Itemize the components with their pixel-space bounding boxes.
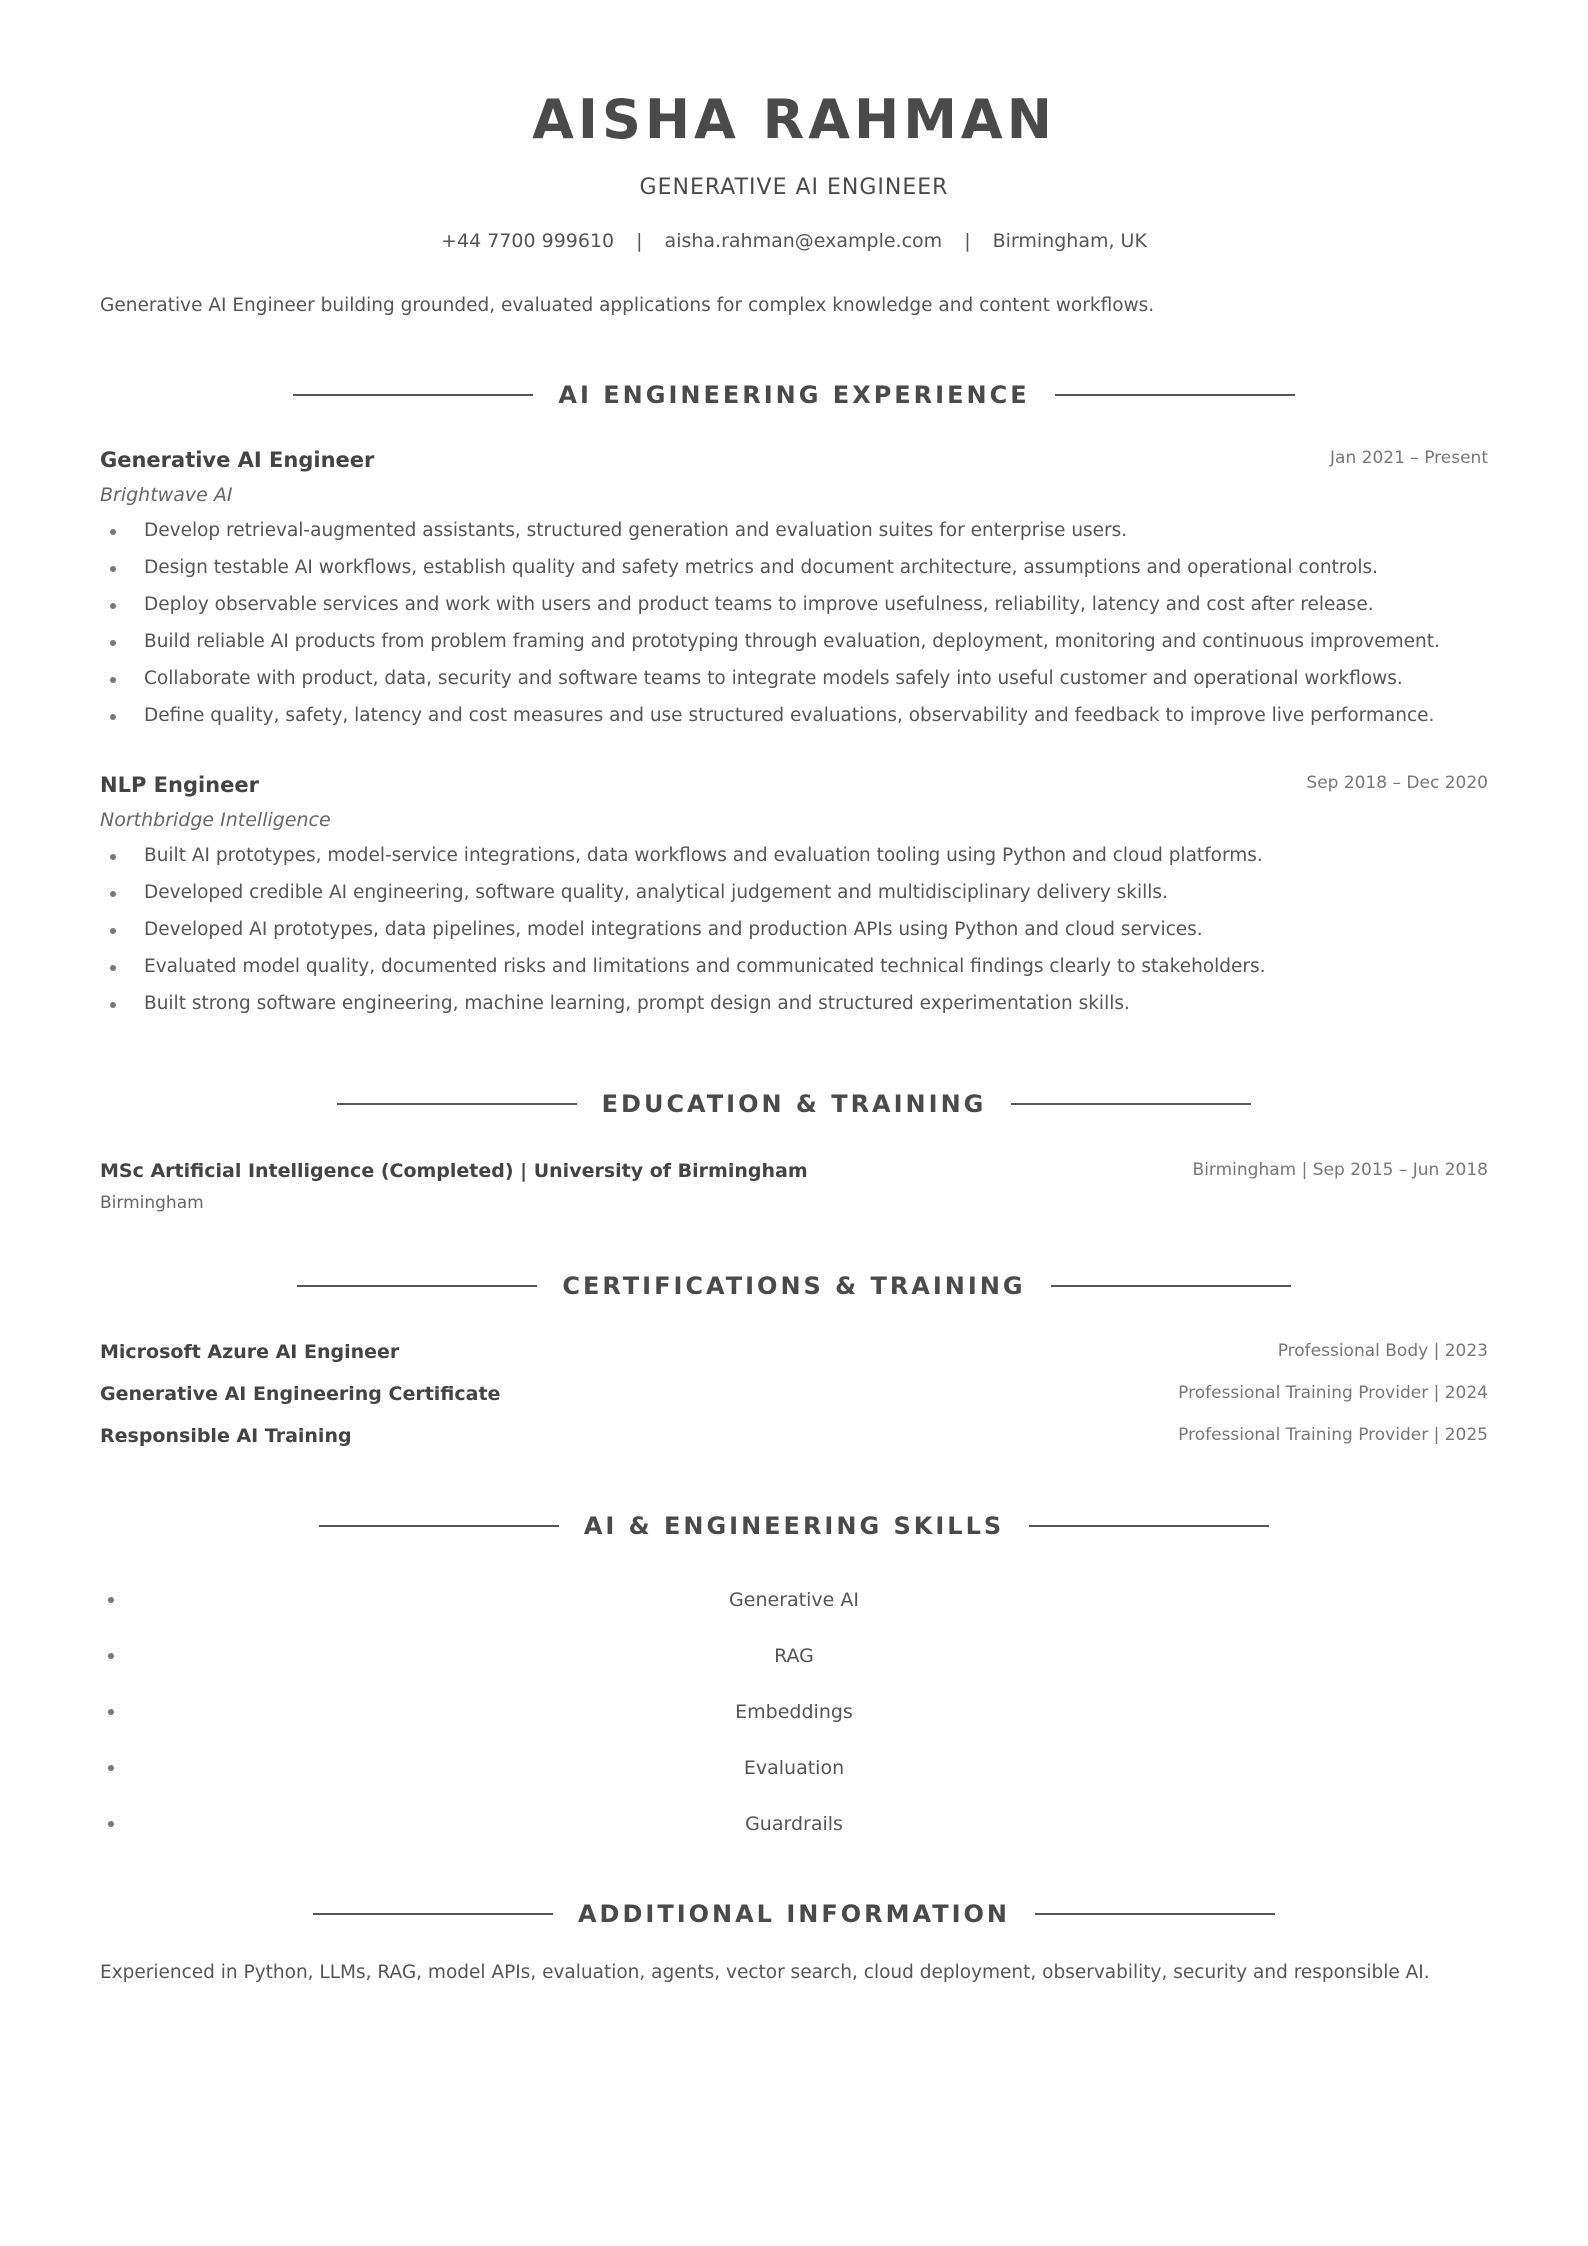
bullet-item: Developed credible AI engineering, software quality, analytical judgement and multidisciplinary delivery skills. — [100, 878, 1488, 915]
certification-name: Responsible AI Training — [100, 1425, 352, 1447]
company-name: Brightwave AI — [100, 484, 233, 506]
divider-line — [1011, 1103, 1251, 1105]
section-title: AI ENGINEERING EXPERIENCE — [558, 381, 1030, 409]
summary: Generative AI Engineer building grounded, evaluated applications for complex knowledge and content workflows. — [100, 295, 1155, 316]
skill-label: Generative AI — [729, 1589, 859, 1611]
additional-information: Experienced in Python, LLMs, RAG, model APIs, evaluation, agents, vector search, cloud deployment, observability, security and responsible AI. — [100, 1962, 1430, 1983]
education-meta: Birmingham | Sep 2015 – Jun 2018 — [1192, 1160, 1488, 1180]
job-entry — [100, 448, 1488, 738]
bullet-item: Design testable AI workflows, establish quality and safety metrics and document architecture, assumptions and operational controls. — [100, 553, 1488, 590]
skill-item — [100, 1809, 1488, 1839]
job-entry — [100, 773, 1488, 1026]
divider-line — [1035, 1913, 1275, 1915]
contact-line — [100, 228, 1488, 254]
bullet-item: Built strong software engineering, machine learning, prompt design and structured experimentation skills. — [100, 989, 1488, 1026]
certification-item — [100, 1341, 1488, 1371]
divider-line — [297, 1285, 537, 1287]
section-title: AI & ENGINEERING SKILLS — [583, 1512, 1005, 1540]
candidate-name: AISHA RAHMAN — [532, 88, 1056, 151]
job-dates: Sep 2018 – Dec 2020 — [1306, 773, 1488, 793]
bullet-item: Define quality, safety, latency and cost measures and use structured evaluations, observability and feedback to improve live performance. — [100, 701, 1488, 738]
bullet-item: Build reliable AI products from problem framing and prototyping through evaluation, deployment, monitoring and continuous improvement. — [100, 627, 1488, 664]
certification-name: Generative AI Engineering Certificate — [100, 1383, 501, 1405]
job-title: Generative AI Engineer — [100, 448, 375, 472]
bullet-item: Built AI prototypes, model-service integrations, data workflows and evaluation tooling using Python and cloud platforms. — [100, 841, 1488, 878]
certification-meta: Professional Training Provider | 2024 — [1178, 1383, 1488, 1403]
degree-title: MSc Artificial Intelligence (Completed) | University of Birmingham — [100, 1160, 808, 1182]
job-dates: Jan 2021 – Present — [1330, 448, 1488, 468]
divider-line — [1029, 1525, 1269, 1527]
location: Birmingham, UK — [992, 230, 1147, 252]
skill-item — [100, 1753, 1488, 1783]
divider-line — [293, 394, 533, 396]
skill-label: Evaluation — [743, 1757, 845, 1779]
certification-meta: Professional Training Provider | 2025 — [1178, 1425, 1488, 1445]
company-name: Northbridge Intelligence — [100, 809, 331, 831]
job-title: NLP Engineer — [100, 773, 259, 797]
divider-line — [319, 1525, 559, 1527]
bullet-item: Develop retrieval-augmented assistants, structured generation and evaluation suites for enterprise users. — [100, 516, 1488, 553]
bullet-item: Deploy observable services and work with users and product teams to improve usefulness, reliability, latency and cost after release. — [100, 590, 1488, 627]
skill-item — [100, 1641, 1488, 1671]
education-entry — [100, 1160, 1488, 1216]
skill-label: Guardrails — [745, 1813, 843, 1835]
certification-name: Microsoft Azure AI Engineer — [100, 1341, 400, 1363]
job-bullets — [100, 841, 1488, 1026]
certification-meta: Professional Body | 2023 — [1277, 1341, 1488, 1361]
divider-line — [1055, 394, 1295, 396]
certification-item — [100, 1383, 1488, 1413]
section-heading-education — [100, 1086, 1488, 1122]
section-heading-experience — [100, 377, 1488, 413]
divider-line — [337, 1103, 577, 1105]
section-heading-additional — [100, 1896, 1488, 1932]
section-title: EDUCATION & TRAINING — [601, 1090, 987, 1118]
certification-item — [100, 1425, 1488, 1455]
skill-label: RAG — [774, 1645, 814, 1667]
contact-separator: | — [964, 230, 971, 252]
bullet-item: Evaluated model quality, documented risks and limitations and communicated technical findings clearly to stakeholders. — [100, 952, 1488, 989]
skill-item — [100, 1585, 1488, 1615]
bullet-item: Collaborate with product, data, security and software teams to integrate models safely into useful customer and operational workflows. — [100, 664, 1488, 701]
section-heading-skills — [100, 1508, 1488, 1544]
phone-number: +44 7700 999610 — [441, 230, 615, 252]
email-address[interactable]: aisha.rahman@example.com — [664, 230, 943, 252]
education-location: Birmingham — [100, 1193, 204, 1213]
bullet-item: Developed AI prototypes, data pipelines, model integrations and production APIs using Python and cloud services. — [100, 915, 1488, 952]
contact-separator: | — [636, 230, 643, 252]
skill-item — [100, 1697, 1488, 1727]
divider-line — [313, 1913, 553, 1915]
section-title: ADDITIONAL INFORMATION — [577, 1900, 1011, 1928]
resume-page — [100, 0, 1488, 2246]
section-title: CERTIFICATIONS & TRAINING — [562, 1272, 1026, 1300]
candidate-headline: GENERATIVE AI ENGINEER — [639, 175, 949, 200]
job-bullets — [100, 516, 1488, 738]
skill-label: Embeddings — [735, 1701, 853, 1723]
divider-line — [1051, 1285, 1291, 1287]
section-heading-certifications — [100, 1268, 1488, 1304]
